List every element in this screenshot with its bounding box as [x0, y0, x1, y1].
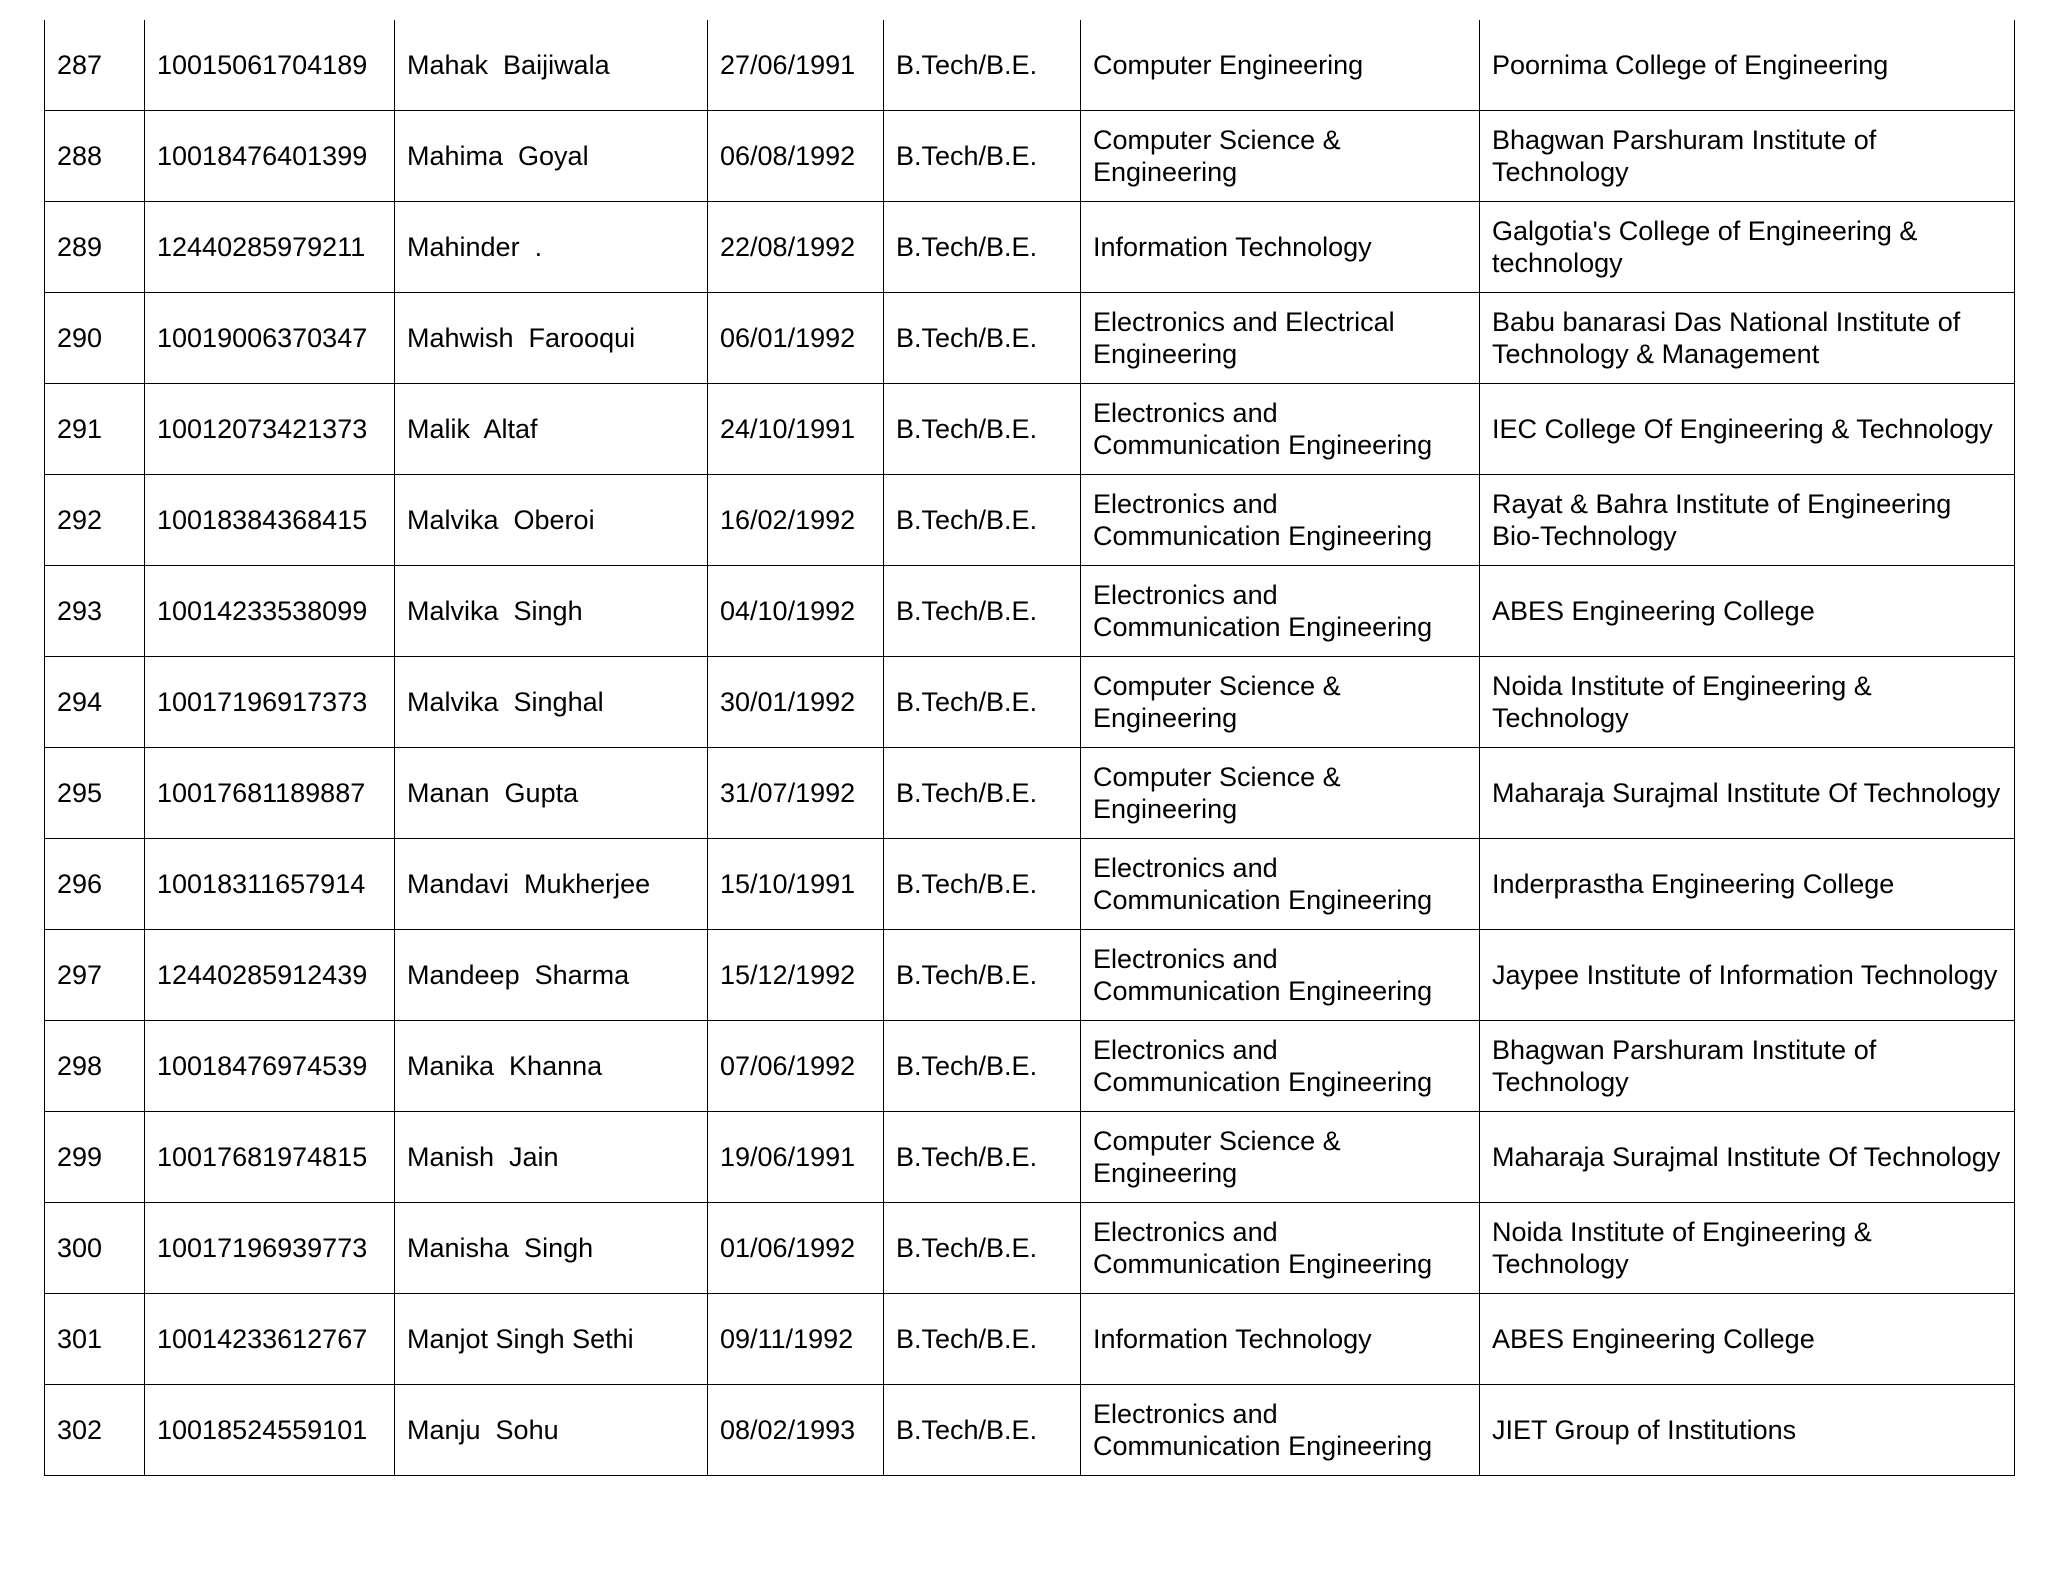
serial-number-cell: 294	[45, 657, 145, 748]
date-of-birth-cell: 08/02/1993	[708, 1385, 884, 1476]
registration-id-cell: 10019006370347	[145, 293, 395, 384]
registration-id-cell: 10014233538099	[145, 566, 395, 657]
college-cell: Poornima College of Engineering	[1480, 20, 2015, 111]
candidate-name-cell: Malvika Singhal	[395, 657, 708, 748]
branch-cell: Computer Science & Engineering	[1081, 657, 1480, 748]
serial-number-cell: 287	[45, 20, 145, 111]
registration-id-cell: 10017196917373	[145, 657, 395, 748]
college-cell: IEC College Of Engineering & Technology	[1480, 384, 2015, 475]
college-cell: Maharaja Surajmal Institute Of Technology	[1480, 1112, 2015, 1203]
registration-id-cell: 12440285979211	[145, 202, 395, 293]
table-row	[45, 111, 2015, 202]
candidate-name-cell: Malvika Singh	[395, 566, 708, 657]
table-row	[45, 566, 2015, 657]
college-cell: Bhagwan Parshuram Institute of Technology	[1480, 111, 2015, 202]
degree-cell: B.Tech/B.E.	[884, 1112, 1081, 1203]
registration-id-cell: 10018476401399	[145, 111, 395, 202]
candidate-name-cell: Mahinder .	[395, 202, 708, 293]
branch-cell: Computer Science & Engineering	[1081, 1112, 1480, 1203]
branch-cell: Electronics and Communication Engineering	[1081, 839, 1480, 930]
degree-cell: B.Tech/B.E.	[884, 1294, 1081, 1385]
candidate-name-cell: Mahwish Farooqui	[395, 293, 708, 384]
candidate-name-cell: Malvika Oberoi	[395, 475, 708, 566]
college-cell: Galgotia's College of Engineering & technology	[1480, 202, 2015, 293]
branch-cell: Computer Science & Engineering	[1081, 111, 1480, 202]
serial-number-cell: 289	[45, 202, 145, 293]
branch-cell: Electronics and Communication Engineering	[1081, 566, 1480, 657]
date-of-birth-cell: 16/02/1992	[708, 475, 884, 566]
registration-id-cell: 10017681974815	[145, 1112, 395, 1203]
table-row	[45, 293, 2015, 384]
date-of-birth-cell: 15/10/1991	[708, 839, 884, 930]
serial-number-cell: 291	[45, 384, 145, 475]
degree-cell: B.Tech/B.E.	[884, 111, 1081, 202]
college-cell: Babu banarasi Das National Institute of Technology & Management	[1480, 293, 2015, 384]
candidate-name-cell: Manju Sohu	[395, 1385, 708, 1476]
college-cell: Noida Institute of Engineering & Technology	[1480, 657, 2015, 748]
candidate-table	[44, 20, 2015, 1476]
date-of-birth-cell: 30/01/1992	[708, 657, 884, 748]
table-row	[45, 1203, 2015, 1294]
degree-cell: B.Tech/B.E.	[884, 20, 1081, 111]
branch-cell: Electronics and Communication Engineering	[1081, 1021, 1480, 1112]
candidate-name-cell: Manisha Singh	[395, 1203, 708, 1294]
table-row	[45, 1112, 2015, 1203]
branch-cell: Electronics and Communication Engineering	[1081, 475, 1480, 566]
registration-id-cell: 10012073421373	[145, 384, 395, 475]
date-of-birth-cell: 01/06/1992	[708, 1203, 884, 1294]
candidate-name-cell: Malik Altaf	[395, 384, 708, 475]
registration-id-cell: 10017196939773	[145, 1203, 395, 1294]
serial-number-cell: 300	[45, 1203, 145, 1294]
table-row	[45, 202, 2015, 293]
candidate-name-cell: Manan Gupta	[395, 748, 708, 839]
table-row	[45, 384, 2015, 475]
degree-cell: B.Tech/B.E.	[884, 475, 1081, 566]
registration-id-cell: 10018384368415	[145, 475, 395, 566]
serial-number-cell: 295	[45, 748, 145, 839]
candidate-name-cell: Mandavi Mukherjee	[395, 839, 708, 930]
date-of-birth-cell: 15/12/1992	[708, 930, 884, 1021]
college-cell: Rayat & Bahra Institute of Engineering Bio-Technology	[1480, 475, 2015, 566]
table-row	[45, 748, 2015, 839]
college-cell: Maharaja Surajmal Institute Of Technology	[1480, 748, 2015, 839]
college-cell: ABES Engineering College	[1480, 566, 2015, 657]
branch-cell: Computer Science & Engineering	[1081, 748, 1480, 839]
date-of-birth-cell: 06/01/1992	[708, 293, 884, 384]
table-row	[45, 1294, 2015, 1385]
college-cell: Inderprastha Engineering College	[1480, 839, 2015, 930]
date-of-birth-cell: 19/06/1991	[708, 1112, 884, 1203]
registration-id-cell: 10017681189887	[145, 748, 395, 839]
degree-cell: B.Tech/B.E.	[884, 657, 1081, 748]
table-row	[45, 475, 2015, 566]
serial-number-cell: 288	[45, 111, 145, 202]
degree-cell: B.Tech/B.E.	[884, 566, 1081, 657]
branch-cell: Electronics and Communication Engineering	[1081, 930, 1480, 1021]
branch-cell: Electronics and Electrical Engineering	[1081, 293, 1480, 384]
serial-number-cell: 292	[45, 475, 145, 566]
serial-number-cell: 298	[45, 1021, 145, 1112]
degree-cell: B.Tech/B.E.	[884, 748, 1081, 839]
table-row	[45, 20, 2015, 111]
date-of-birth-cell: 31/07/1992	[708, 748, 884, 839]
date-of-birth-cell: 04/10/1992	[708, 566, 884, 657]
registration-id-cell: 10015061704189	[145, 20, 395, 111]
date-of-birth-cell: 07/06/1992	[708, 1021, 884, 1112]
registration-id-cell: 12440285912439	[145, 930, 395, 1021]
date-of-birth-cell: 06/08/1992	[708, 111, 884, 202]
serial-number-cell: 302	[45, 1385, 145, 1476]
branch-cell: Electronics and Communication Engineering	[1081, 1385, 1480, 1476]
candidate-name-cell: Manjot Singh Sethi	[395, 1294, 708, 1385]
candidate-name-cell: Mahak Baijiwala	[395, 20, 708, 111]
branch-cell: Electronics and Communication Engineering	[1081, 1203, 1480, 1294]
table-row	[45, 930, 2015, 1021]
date-of-birth-cell: 24/10/1991	[708, 384, 884, 475]
serial-number-cell: 299	[45, 1112, 145, 1203]
degree-cell: B.Tech/B.E.	[884, 293, 1081, 384]
candidate-table-body	[45, 20, 2015, 1476]
date-of-birth-cell: 22/08/1992	[708, 202, 884, 293]
registration-id-cell: 10018311657914	[145, 839, 395, 930]
college-cell: Jaypee Institute of Information Technology	[1480, 930, 2015, 1021]
registration-id-cell: 10018524559101	[145, 1385, 395, 1476]
candidate-name-cell: Manika Khanna	[395, 1021, 708, 1112]
college-cell: ABES Engineering College	[1480, 1294, 2015, 1385]
table-row	[45, 1021, 2015, 1112]
college-cell: Noida Institute of Engineering & Technology	[1480, 1203, 2015, 1294]
candidate-name-cell: Mahima Goyal	[395, 111, 708, 202]
serial-number-cell: 296	[45, 839, 145, 930]
table-row	[45, 1385, 2015, 1476]
branch-cell: Information Technology	[1081, 202, 1480, 293]
registration-id-cell: 10014233612767	[145, 1294, 395, 1385]
college-cell: JIET Group of Institutions	[1480, 1385, 2015, 1476]
degree-cell: B.Tech/B.E.	[884, 202, 1081, 293]
degree-cell: B.Tech/B.E.	[884, 1021, 1081, 1112]
serial-number-cell: 301	[45, 1294, 145, 1385]
degree-cell: B.Tech/B.E.	[884, 1203, 1081, 1294]
table-row	[45, 839, 2015, 930]
degree-cell: B.Tech/B.E.	[884, 839, 1081, 930]
registration-id-cell: 10018476974539	[145, 1021, 395, 1112]
branch-cell: Electronics and Communication Engineering	[1081, 384, 1480, 475]
date-of-birth-cell: 27/06/1991	[708, 20, 884, 111]
serial-number-cell: 290	[45, 293, 145, 384]
branch-cell: Computer Engineering	[1081, 20, 1480, 111]
branch-cell: Information Technology	[1081, 1294, 1480, 1385]
degree-cell: B.Tech/B.E.	[884, 384, 1081, 475]
candidate-name-cell: Manish Jain	[395, 1112, 708, 1203]
serial-number-cell: 297	[45, 930, 145, 1021]
degree-cell: B.Tech/B.E.	[884, 1385, 1081, 1476]
date-of-birth-cell: 09/11/1992	[708, 1294, 884, 1385]
candidate-name-cell: Mandeep Sharma	[395, 930, 708, 1021]
college-cell: Bhagwan Parshuram Institute of Technology	[1480, 1021, 2015, 1112]
degree-cell: B.Tech/B.E.	[884, 930, 1081, 1021]
table-row	[45, 657, 2015, 748]
serial-number-cell: 293	[45, 566, 145, 657]
